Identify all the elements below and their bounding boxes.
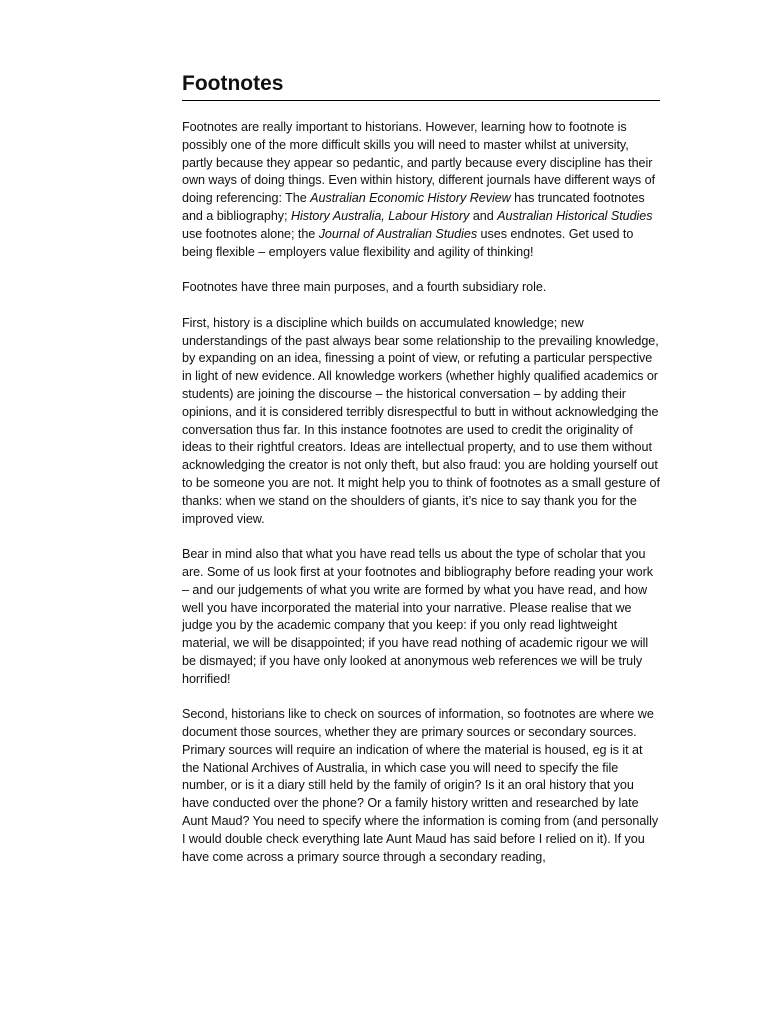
paragraph-2: Footnotes have three main purposes, and a fourth subsidiary role. <box>182 280 547 295</box>
paragraph-1-text-d: use footnotes alone; the <box>182 226 319 241</box>
paragraph-1 <box>182 119 660 261</box>
paragraph-1-text-a: Footnotes are really important to historians. However, learning how to footnote is possibly one of the more difficult skills you will need to master whilst at university, partly because they appear so pedantic, and partly because every discipline has their own ways of doing things. Even within history, different journals have different ways of doing referencing: The <box>182 120 656 206</box>
journal-title-jas: Journal of Australian Studies <box>318 226 478 241</box>
paragraph-3: First, history is a discipline which builds on accumulated knowledge; new understandings of the past always bear some relationship to the prevailing knowledge, by expanding on an idea, finessing a point of view, or refuting a particular perspective in light of new evidence. All knowledge workers (whether highly qualified academics or students) are joining the discourse – the historical conversation – by adding their opinions, and it is considered terribly disrespectful to butt in without acknowledging the conversation thus far. In this instance footnotes are used to credit the originality of ideas to their rightful creators. Ideas are intellectual property, and to use them without acknowledging the creator is not only theft, but also fraud: you are holding yourself out to be someone you are not. It might help you to think of footnotes as a small gesture of thanks: when we stand on the shoulders of giants, it’s nice to say thank you for the improved view. <box>182 315 660 526</box>
document-page <box>182 70 660 884</box>
journal-title-aehr: Australian Economic History Review <box>310 191 511 206</box>
paragraph-1-text-e: uses endnotes. Get used to being flexible – employers value flexibility and agility of thinking! <box>182 226 634 259</box>
journal-title-ahs: Australian Historical Studies <box>497 208 653 223</box>
paragraph-1-text-b: has truncated footnotes and a bibliography; <box>182 191 645 223</box>
journal-title-ha-lh: History Australia, Labour History <box>290 208 470 223</box>
paragraph-4: Bear in mind also that what you have read tells us about the type of scholar that you are. Some of us look first at your footnotes and bibliography before reading your work – and our judgements of what you write are formed by what you have read, and how well you have incorporated the material into your narrative. Please realise that we judge you by the academic company that you keep: if you only read lightweight material, we will be disappointed; if you have read nothing of academic rigour we will be dismayed; if you have only looked at anonymous web references we will be truly horrified! <box>182 547 654 686</box>
paragraph-1-text-c: and <box>469 208 498 223</box>
page-title: Footnotes <box>182 70 660 101</box>
paragraph-5: Second, historians like to check on sources of information, so footnotes are where we document those sources, whether they are primary sources or secondary sources. Primary sources will require an indication of where the material is housed, eg is it at the National Archives of Australia, in which case you will need to specify the file number, or is it a diary still held by the family of origin? Is it an oral history that you have conducted over the phone? Or a family history written and researched by late Aunt Maud? You need to specify where the information is coming from (and personally I would double check everything late Aunt Maud has said before I relied on it). If you have come across a primary source through a secondary reading, <box>182 707 659 864</box>
document-body <box>182 119 660 866</box>
